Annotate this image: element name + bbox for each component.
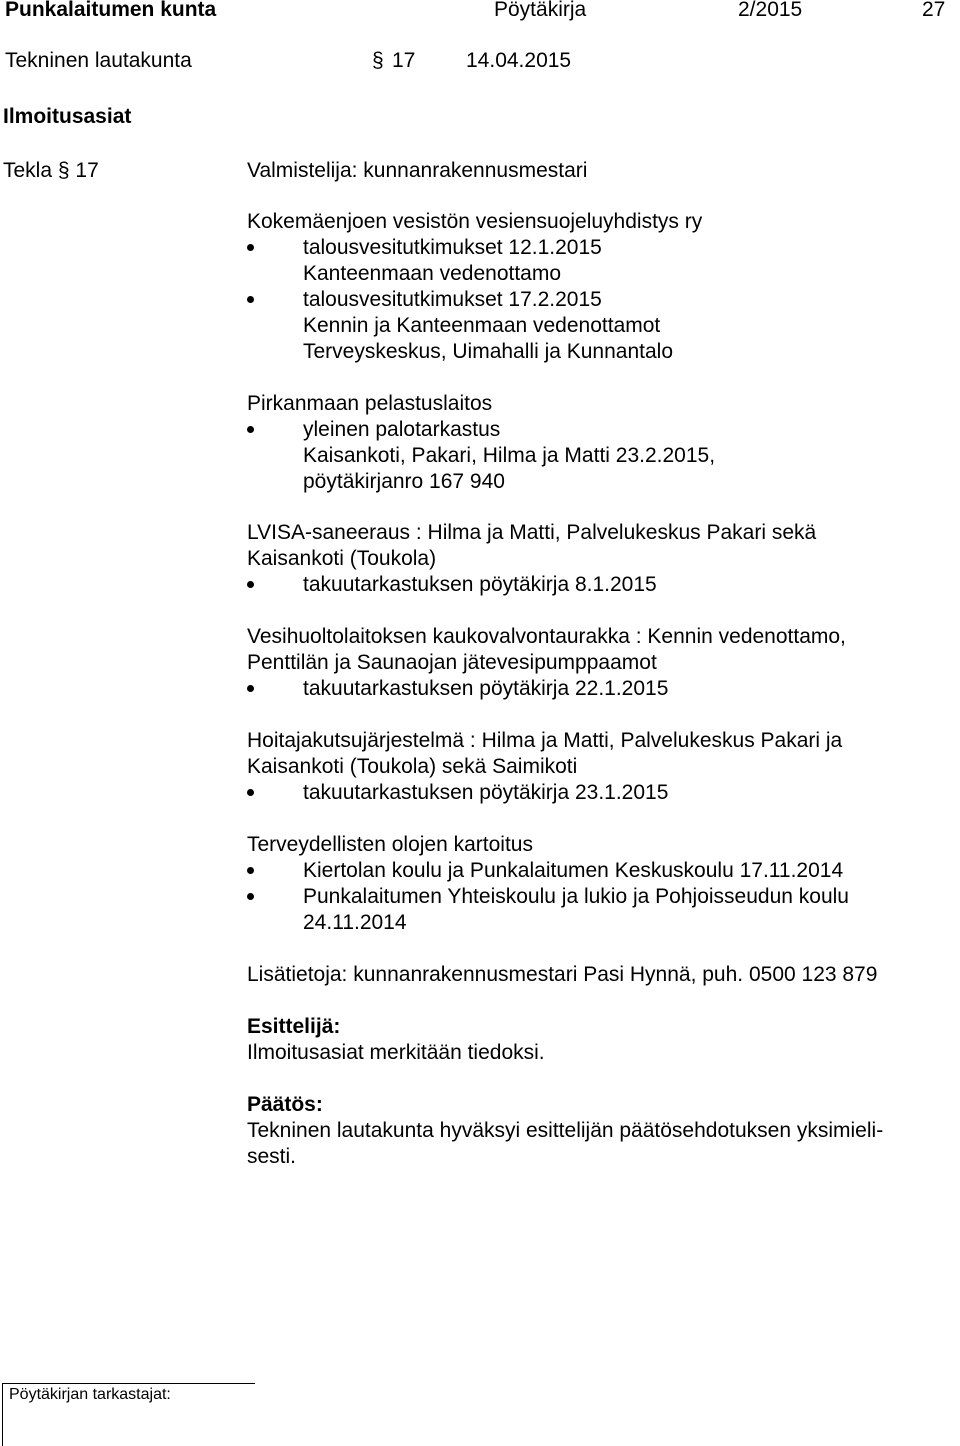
bullet-icon: [247, 244, 254, 251]
bullet-list: [247, 780, 842, 806]
list-item-line: takuutarkastuksen pöytäkirja 23.1.2015: [303, 781, 669, 804]
section-heading-line: Kokemäenjoen vesistön vesiensuojeluyhdistys ry: [247, 210, 703, 233]
decision-text-line: Tekninen lautakunta hyväksyi esittelijän päätösehdotuksen yksimieli-: [247, 1119, 884, 1142]
list-item: [247, 858, 849, 884]
section-heading-line: Kaisankoti (Toukola): [247, 547, 437, 570]
presenter-text: Ilmoitusasiat merkitään tiedoksi.: [247, 1041, 545, 1064]
bullet-icon: [247, 426, 254, 433]
reviewers-box: [2, 1383, 255, 1446]
decision-label: Päätös:: [247, 1093, 323, 1116]
list-item: [247, 572, 816, 598]
case-reference: [3, 158, 99, 184]
list-item-line: 24.11.2014: [303, 911, 407, 934]
case-symbol: §: [57, 159, 70, 182]
bullet-list: [247, 417, 715, 495]
bullet-icon: [247, 893, 254, 900]
document-number: 2/2015: [738, 0, 803, 21]
bullet-list: [247, 572, 816, 598]
bullet-list: [247, 676, 846, 702]
notice-section: [247, 624, 846, 702]
list-item: [247, 287, 702, 365]
reviewers-label: Pöytäkirjan tarkastajat:: [9, 1386, 171, 1403]
meeting-date: 14.04.2015: [466, 49, 572, 72]
section-number: 17: [392, 49, 416, 72]
list-item-line: Punkalaitumen Yhteiskoulu ja lukio ja Pohjoisseudun koulu: [303, 885, 849, 908]
list-item: [247, 780, 842, 806]
notice-section: [247, 209, 702, 365]
section-heading-line: LVISA-saneeraus : Hilma ja Matti, Palvelukeskus Pakari sekä: [247, 521, 817, 544]
bullet-icon: [247, 296, 254, 303]
notice-section: [247, 728, 842, 806]
section-heading-line: Terveydellisten olojen kartoitus: [247, 833, 533, 856]
list-item-line: Terveyskeskus, Uimahalli ja Kunnantalo: [303, 340, 674, 363]
document-type: Pöytäkirja: [494, 0, 587, 21]
presenter-label: Esittelijä:: [247, 1015, 341, 1038]
notice-section: [247, 520, 816, 598]
list-item-line: Kaisankoti, Pakari, Hilma ja Matti 23.2.2015,: [303, 444, 716, 467]
bullet-list: [247, 235, 702, 365]
section-heading-line: Penttilän ja Saunaojan jätevesipumppaamot: [247, 651, 657, 674]
presenter-block: [247, 1014, 545, 1066]
page-title: Ilmoitusasiat: [3, 105, 132, 128]
list-item-line: Kiertolan koulu ja Punkalaitumen Keskuskoulu 17.11.2014: [303, 859, 844, 882]
list-item-line: talousvesitutkimukset 17.2.2015: [303, 288, 602, 311]
section-heading-line: Hoitajakutsujärjestelmä : Hilma ja Matti, Palvelukeskus Pakari ja: [247, 729, 843, 752]
decision-block: [247, 1092, 883, 1170]
case-number: 17: [75, 159, 99, 182]
bullet-icon: [247, 867, 254, 874]
list-item: [247, 676, 846, 702]
list-item: [247, 884, 849, 936]
section-heading-line: Vesihuoltolaitoksen kaukovalvontaurakka : Kennin vedenottamo,: [247, 625, 846, 648]
decision-text-line: sesti.: [247, 1145, 297, 1168]
bullet-icon: [247, 789, 254, 796]
municipality-name: Punkalaitumen kunta: [5, 0, 217, 21]
list-item-line: takuutarkastuksen pöytäkirja 8.1.2015: [303, 573, 657, 596]
page-number: 27: [922, 0, 946, 21]
notice-section: [247, 391, 715, 495]
list-item-line: yleinen palotarkastus: [303, 418, 501, 441]
list-item-line: takuutarkastuksen pöytäkirja 22.1.2015: [303, 677, 669, 700]
section-heading-line: Pirkanmaan pelastuslaitos: [247, 392, 493, 415]
list-item: [247, 417, 715, 495]
list-item-line: Kennin ja Kanteenmaan vedenottamot: [303, 314, 661, 337]
preparer: Valmistelija: kunnanrakennusmestari: [247, 159, 588, 182]
list-item-line: talousvesitutkimukset 12.1.2015: [303, 236, 602, 259]
notice-section: [247, 832, 849, 936]
section-symbol: §: [372, 49, 384, 72]
bullet-icon: [247, 685, 254, 692]
case-label: Tekla: [3, 159, 53, 182]
section-heading-line: Kaisankoti (Toukola) sekä Saimikoti: [247, 755, 578, 778]
contact-info: Lisätietoja: kunnanrakennusmestari Pasi Hynnä, puh. 0500 123 879: [247, 963, 878, 986]
committee-name: Tekninen lautakunta: [5, 49, 192, 72]
list-item-line: Kanteenmaan vedenottamo: [303, 262, 562, 285]
bullet-icon: [247, 581, 254, 588]
bullet-list: [247, 858, 849, 936]
list-item-line: pöytäkirjanro 167 940: [303, 470, 505, 493]
list-item: [247, 235, 702, 287]
